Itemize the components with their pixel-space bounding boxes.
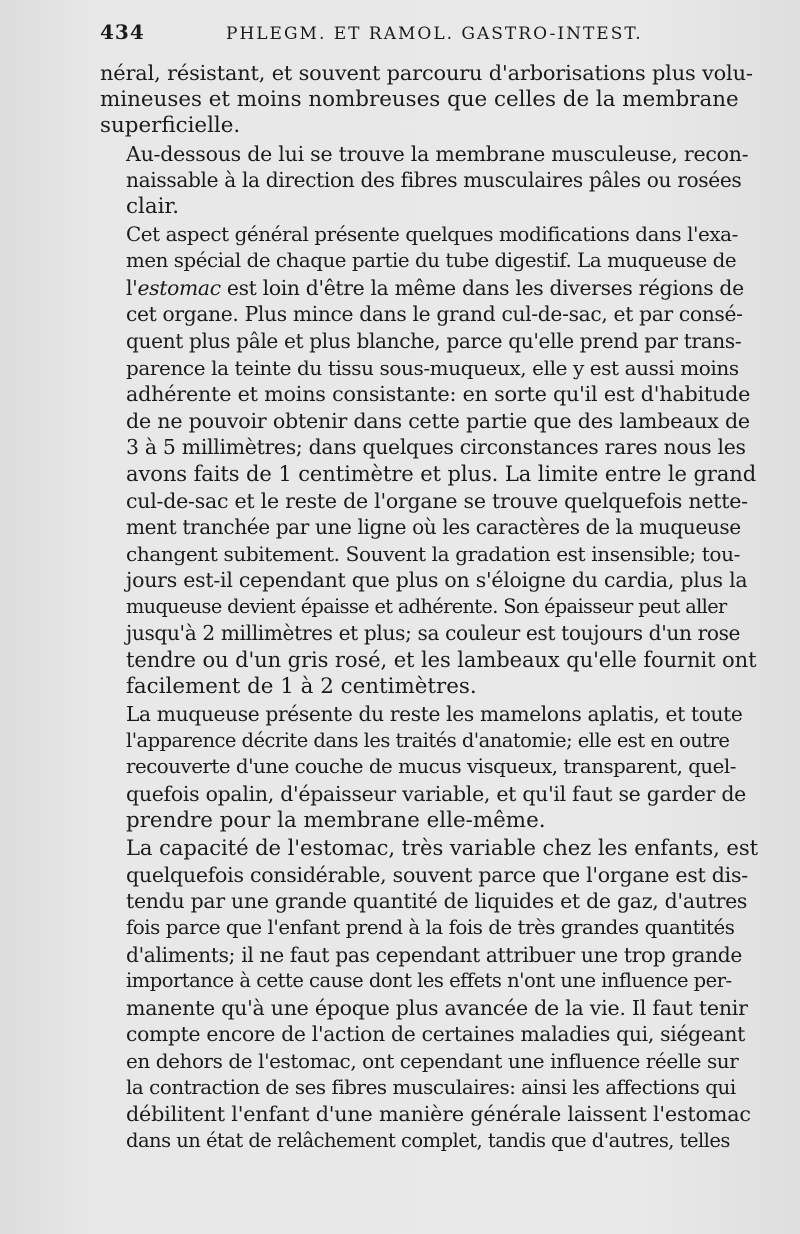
page-number: 434 bbox=[100, 20, 145, 44]
text-line: cul-de-sac et le reste de l'organe se trouve quelquefois nette- bbox=[126, 488, 748, 513]
text-line: muqueuse devient épaisse et adhérente. Son épaisseur peut aller bbox=[126, 594, 727, 618]
text-line: l'estomac est loin d'être la même dans les diverses régions de bbox=[126, 275, 744, 300]
text-line: débilitent l'enfant d'une manière générale laissent l'estomac bbox=[126, 1102, 751, 1127]
text-line: Cet aspect général présente quelques modifications dans l'exa- bbox=[126, 222, 738, 246]
running-head bbox=[100, 20, 762, 60]
text-line: ment tranchée par une ligne où les caractères de la muqueuse bbox=[126, 515, 741, 540]
text-line: facilement de 1 à 2 centimètres. bbox=[126, 673, 477, 699]
text-line: néral, résistant, et souvent parcouru d'arborisations plus volu- bbox=[100, 61, 753, 85]
text-line: superficielle. bbox=[100, 113, 241, 139]
text-line: La muqueuse présente du reste les mamelons aplatis, et toute bbox=[126, 702, 743, 727]
paragraph bbox=[100, 701, 762, 834]
text-line: recouverte d'une couche de mucus visqueux, transparent, quel- bbox=[126, 755, 736, 779]
text-line: avons faits de 1 centimètre et plus. La limite entre le grand bbox=[126, 460, 757, 486]
text-line: parence la teinte du tissu sous-muqueux, elle y est aussi moins bbox=[126, 355, 739, 380]
text-line: manente qu'à une époque plus avancée de la vie. Il faut tenir bbox=[126, 995, 748, 1020]
text-line: importance à cette cause dont les effets n'ont une influence per- bbox=[126, 969, 732, 993]
text-line: fois parce que l'enfant prend à la fois de très grandes quantités bbox=[126, 916, 735, 939]
text-line: jours est-il cependant que plus on s'éloigne du cardia, plus la bbox=[126, 568, 748, 593]
text-line: en dehors de l'estomac, ont cependant une influence réelle sur bbox=[126, 1048, 739, 1073]
paragraph bbox=[100, 222, 762, 701]
paragraph bbox=[100, 60, 762, 140]
text-line: de ne pouvoir obtenir dans cette partie que des lambeaux de bbox=[126, 408, 750, 433]
paragraph bbox=[100, 835, 762, 1154]
text-line: la contraction de ses fibres musculaires: ainsi les affections qui bbox=[126, 1075, 736, 1099]
text-line: naissable à la direction des fibres musculaires pâles ou rosées bbox=[126, 168, 742, 193]
text-line: cet organe. Plus mince dans le grand cul-de-sac, et par consé- bbox=[126, 302, 743, 327]
text-line: l'apparence décrite dans les traités d'anatomie; elle est en outre bbox=[126, 728, 730, 752]
text-line: jusqu'à 2 millimètres et plus; sa couleur est toujours d'un rose bbox=[126, 621, 741, 646]
text-line: d'aliments; il ne faut pas cependant attribuer une trop grande bbox=[126, 942, 742, 967]
text-line: quent plus pâle et plus blanche, parce qu'elle prend par trans- bbox=[126, 328, 742, 353]
text-line: changent subitement. Souvent la gradation est insensible; tou- bbox=[126, 541, 740, 566]
text-line: mineuses et moins nombreuses que celles de la membrane bbox=[100, 86, 739, 112]
text-line: dans un état de relâchement complet, tandis que d'autres, telles bbox=[126, 1128, 730, 1152]
text-line: men spécial de chaque partie du tube digestif. La muqueuse de bbox=[126, 249, 737, 273]
paragraph bbox=[100, 141, 762, 221]
text-line: tendu par une grande quantité de liquides et de gaz, d'autres bbox=[126, 889, 748, 914]
running-title: PHLEGM. ET RAMOL. GASTRO-INTEST. bbox=[226, 24, 643, 44]
text-line: clair. bbox=[126, 193, 180, 219]
text-line: adhérente et moins consistante: en sorte qu'il est d'habitude bbox=[126, 382, 751, 407]
text-line: tendre ou d'un gris rosé, et les lambeaux qu'elle fournit ont bbox=[126, 647, 757, 673]
text-line: prendre pour la membrane elle-même. bbox=[126, 807, 546, 833]
text-line: Au-dessous de lui se trouve la membrane musculeuse, recon- bbox=[126, 141, 749, 166]
text-line: quelquefois considérable, souvent parce que l'organe est dis- bbox=[126, 862, 748, 887]
text-line: compte encore de l'action de certaines maladies qui, siégeant bbox=[126, 1022, 746, 1047]
text-line: La capacité de l'estomac, très variable chez les enfants, est bbox=[126, 835, 758, 861]
text-line: 3 à 5 millimètres; dans quelques circonstances rares nous les bbox=[126, 435, 746, 460]
text-line: quefois opalin, d'épaisseur variable, et qu'il faut se garder de bbox=[126, 782, 746, 807]
body-text bbox=[100, 60, 762, 1154]
